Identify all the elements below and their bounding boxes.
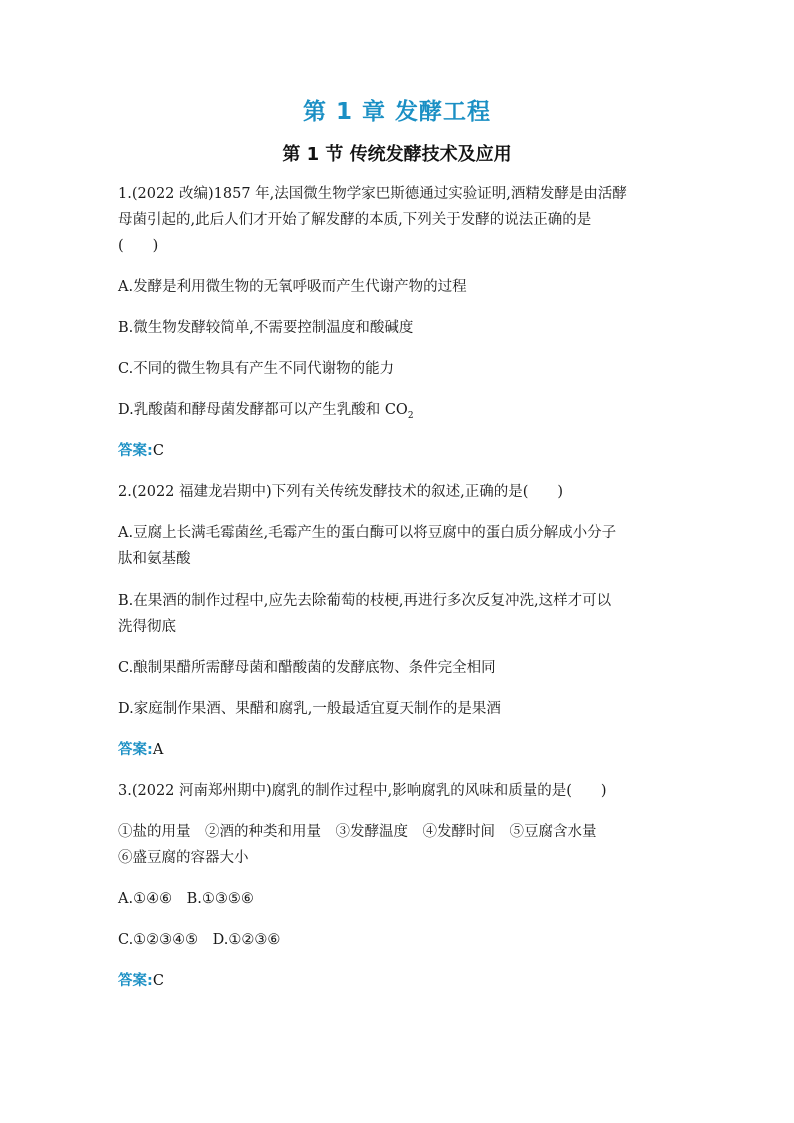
q3-stem-line-1: 3.(2022 河南郑州期中)腐乳的制作过程中,影响腐乳的风味和质量的是( ) <box>118 783 607 799</box>
q1-answer <box>118 439 164 463</box>
q1-option-c: C.不同的微生物具有产生不同代谢物的能力 <box>118 361 395 377</box>
q3-options-line-2: C.①②③④⑤ D.①②③⑥ <box>118 932 281 948</box>
q2-option-b-line-2: 洗得彻底 <box>118 619 176 635</box>
q1-answer-label: 答案: <box>118 443 153 459</box>
q1-stem-line-2: 母菌引起的,此后人们才开始了解发酵的本质,下列关于发酵的说法正确的是 <box>118 212 592 228</box>
q3-items-line-1: ①盐的用量 ②酒的种类和用量 ③发酵温度 ④发酵时间 ⑤豆腐含水量 <box>118 824 597 840</box>
q2-option-d: D.家庭制作果酒、果醋和腐乳,一般最适宜夏天制作的是果酒 <box>118 701 501 717</box>
q2-answer <box>118 738 163 762</box>
q2-option-b-line-1: B.在果酒的制作过程中,应先去除葡萄的枝梗,再进行多次反复冲洗,这样才可以 <box>118 593 612 609</box>
q2-option-a-line-2: 肽和氨基酸 <box>118 551 191 567</box>
chapter-title: 第 1 章 发酵工程 <box>302 99 492 125</box>
section-title: 第 1 节 传统发酵技术及应用 <box>282 144 512 165</box>
q3-items-line-2: ⑥盛豆腐的容器大小 <box>118 850 249 866</box>
q1-option-d-text: D.乳酸菌和酵母菌发酵都可以产生乳酸和 CO <box>118 402 408 418</box>
q2-option-c: C.酿制果醋所需酵母菌和醋酸菌的发酵底物、条件完全相同 <box>118 660 496 676</box>
q1-option-d-subscript: 2 <box>407 410 414 421</box>
q2-answer-value: A <box>152 742 164 758</box>
q2-stem-line-1: 2.(2022 福建龙岩期中)下列有关传统发酵技术的叙述,正确的是( ) <box>118 484 564 500</box>
q3-answer-value: C <box>152 973 164 989</box>
q1-answer-value: C <box>152 443 164 459</box>
q2-option-a-line-1: A.豆腐上长满毛霉菌丝,毛霉产生的蛋白酶可以将豆腐中的蛋白质分解成小分子 <box>118 525 617 541</box>
q3-options-line-1: A.①④⑥ B.①③⑤⑥ <box>118 891 254 907</box>
q2-answer-label: 答案: <box>118 742 153 758</box>
q1-option-b: B.微生物发酵较简单,不需要控制温度和酸碱度 <box>118 320 414 336</box>
q1-stem-line-1: 1.(2022 改编)1857 年,法国微生物学家巴斯德通过实验证明,酒精发酵是由活酵 <box>118 186 627 202</box>
q1-stem-line-3: ( ) <box>118 238 159 254</box>
q1-option-d <box>118 398 678 428</box>
q3-answer-label: 答案: <box>118 973 153 989</box>
q1-option-a: A.发酵是利用微生物的无氧呼吸而产生代谢产物的过程 <box>118 279 467 295</box>
q3-answer <box>118 969 164 993</box>
